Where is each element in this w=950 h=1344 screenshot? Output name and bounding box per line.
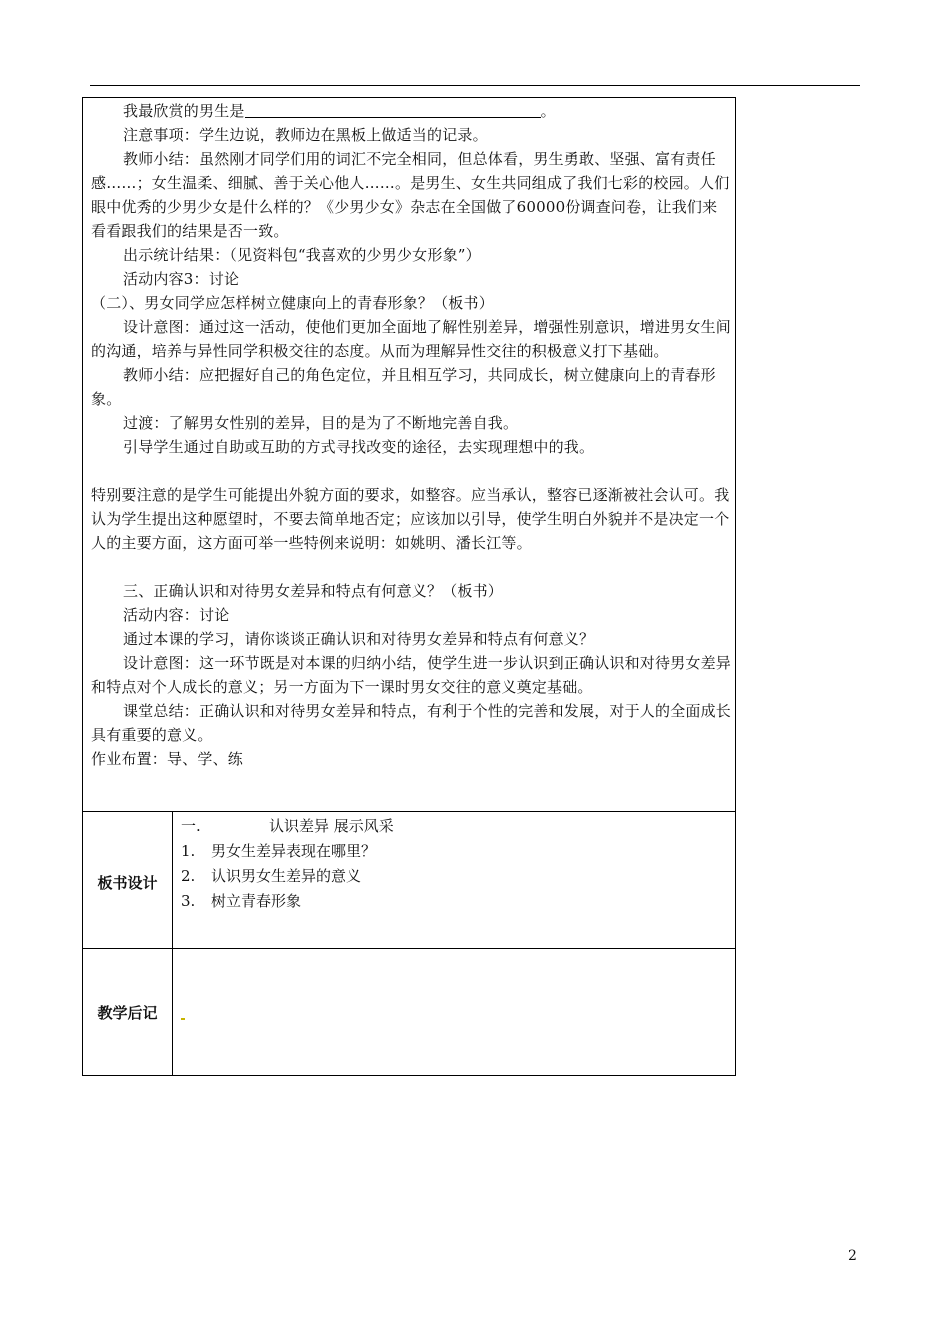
board-design-content [181,814,721,914]
board-item-text: 认识男女生差异的意义 [211,867,362,885]
special-note-paragraph: 特别要注意的是学生可能提出外貌方面的要求，如整容。应当承认，整容已逐渐被社会认可。我认为学生提出这种愿望时，不要去简单地否定；应该加以引导，使学生明白外貌并不是决定一个人的主要方面，这方面可举一些特例来说明：如姚明、潘长江等。 [91,486,730,552]
favorite-boy-end: 。 [540,102,556,120]
board-heading-text: 认识差异 展示风采 [269,817,394,835]
fill-in-blank [245,100,541,118]
design-intent-1: 设计意图：通过这一活动，使他们更加全面地了解性别差异，增强性别意识，增进男女生间的沟通，培养与异性同学积极交往的态度。从而为理解异性交往的积极意义打下基础。 [91,318,732,360]
board-item-num: 2. [181,867,196,885]
lower-table [82,812,736,1076]
page-number: 2 [848,1248,857,1264]
transition-paragraph: 过渡：了解男女性别的差异，目的是为了不断地完善自我。 [123,414,519,432]
teacher-summary-1: 教师小结：虽然刚才同学们用的词汇不完全相同，但总体看，男生勇敢、坚强、富有责任感……；女生温柔、细腻、善于关心他人……。是男生、女生共同组成了我们七彩的校园。人们眼中优秀的少男少女是什么样的？《少男少女》杂志在全国做了60000份调查问卷，让我们来看看跟我们的结果是否一致。 [91,150,730,240]
homework-paragraph: 作业布置：导、学、练 [91,750,244,768]
row-divider [83,948,735,949]
board-item [181,889,721,914]
guide-paragraph: 引导学生通过自助或互助的方式寻找改变的途径，去实现理想中的我。 [123,438,595,456]
lesson-content-cell [82,97,736,812]
column-divider [172,812,173,1075]
board-heading [181,814,721,839]
activity-paragraph: 活动内容：讨论 [123,606,230,624]
board-item [181,864,721,889]
board-item [181,839,721,864]
header-rule [90,85,860,86]
board-item-text: 树立青春形象 [211,892,302,910]
class-summary: 课堂总结：正确认识和对待男女差异和特点，有利于个性的完善和发展，对于人的全面成长具有重要的意义。 [91,702,732,744]
board-item-num: 1. [181,842,196,860]
board-item-text: 男女生差异表现在哪里？ [211,842,377,860]
teacher-summary-2: 教师小结：应把握好自己的角色定位，并且相互学习，共同成长，树立健康向上的青春形象。 [91,366,716,408]
favorite-boy-line [91,99,731,123]
board-design-label: 板书设计 [97,874,158,892]
prompt-paragraph: 通过本课的学习，请你谈谈正确认识和对待男女差异和特点有何意义？ [123,630,595,648]
lesson-content [91,99,731,771]
section-3-heading: 三、正确认识和对待男女差异和特点有何意义？（板书） [123,582,504,600]
design-intent-2: 设计意图：这一环节既是对本课的归纳小结，使学生进一步认识到正确认识和对待男女差异和特点对个人成长的意义；另一方面为下一课时男女交往的意义奠定基础。 [91,654,732,696]
postscript-label: 教学后记 [97,1004,158,1022]
favorite-boy-prefix: 我最欣赏的男生是 [123,102,245,120]
board-heading-num: 一. [181,817,201,835]
activity-3: 活动内容3：讨论 [123,270,240,288]
statistics-paragraph: 出示统计结果：（见资料包“我喜欢的少男少女形象”） [123,246,481,264]
stray-mark [181,1018,185,1020]
section-2-heading: （二）、男女同学应怎样树立健康向上的青春形象？（板书） [91,294,494,312]
note-paragraph: 注意事项：学生边说，教师边在黑板上做适当的记录。 [123,126,488,144]
board-item-num: 3. [181,892,196,910]
